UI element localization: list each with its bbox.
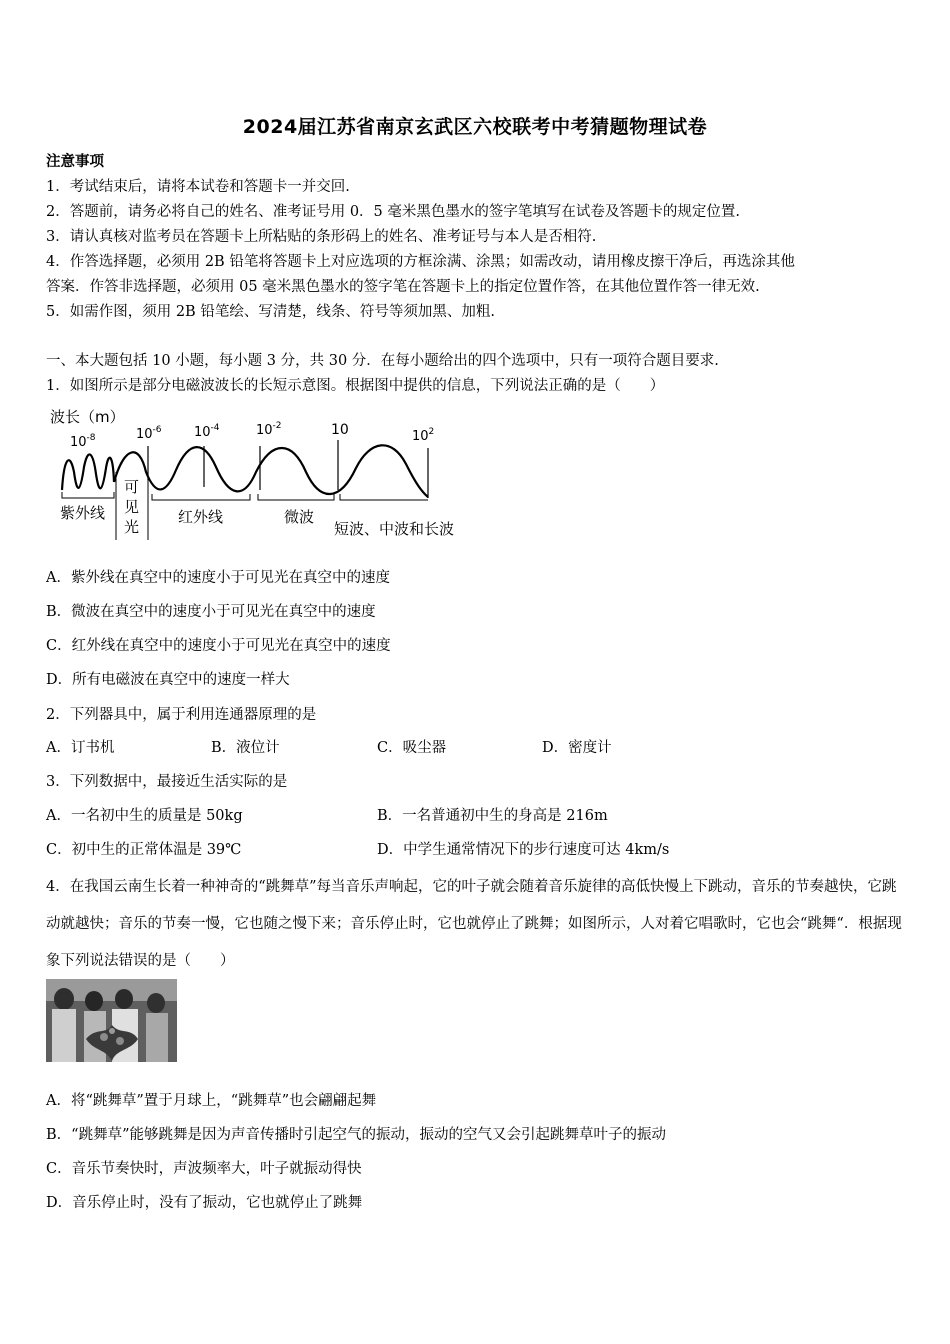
em-wave-figure xyxy=(44,402,484,547)
option: D．所有电磁波在真空中的速度一样大 xyxy=(46,672,290,688)
option: D．密度计 xyxy=(542,740,612,756)
option: B．微波在真空中的速度小于可见光在真空中的速度 xyxy=(46,604,376,620)
page-title: 2024届江苏省南京玄武区六校联考中考猜题物理试卷 xyxy=(242,116,708,138)
option: C．吸尘器 xyxy=(377,740,447,756)
option: D．音乐停止时，没有了振动，它也就停止了跳舞 xyxy=(46,1195,363,1211)
question-stem: 2．下列器具中，属于利用连通器原理的是 xyxy=(46,707,317,723)
band-visible: 可 xyxy=(124,478,140,496)
uv-wave xyxy=(62,454,114,490)
long-wave xyxy=(114,445,428,497)
band-uv: 紫外线 xyxy=(60,504,106,522)
option: A．将“跳舞草”置于月球上，“跳舞草”也会翩翩起舞 xyxy=(46,1093,377,1109)
question-stem: 4．在我国云南生长着一种神奇的“跳舞草”每当音乐声响起，它的叶子就会随着音乐旋律的高低快慢上下跳动，音乐的节奏越快，它跳动就越快；音乐的节奏一慢，它也随之慢下来；音乐停止时，它也就停止了跳舞；如图所示，人对着它唱歌时，它也会“跳舞“．根据现象下列说法错误的是（ ） xyxy=(46,879,902,969)
option: C．音乐节奏快时，声波频率大，叶子就振动得快 xyxy=(46,1161,362,1177)
notice-item: 3．请认真核对监考员在答题卡上所粘贴的条形码上的姓名、准考证号与本人是否相符. xyxy=(46,229,597,245)
tick-label: $10^{-4}$ xyxy=(194,423,220,440)
option: A．订书机 xyxy=(46,740,115,756)
dancing-grass-photo xyxy=(46,979,177,1062)
question-stem: 3．下列数据中，最接近生活实际的是 xyxy=(46,774,288,790)
tick-label: $10^2$ xyxy=(412,427,435,444)
tick-label: $10^{-8}$ xyxy=(70,433,96,450)
tick-label: 10 xyxy=(331,422,349,438)
tick-label: $10^{-2}$ xyxy=(256,421,282,438)
option: D．中学生通常情况下的步行速度可达 4km/s xyxy=(377,842,670,858)
section-heading: 一、本大题包括 10 小题，每小题 3 分，共 30 分．在每小题给出的四个选项中，只有一项符合题目要求. xyxy=(46,353,719,369)
notice-item: 1．考试结束后，请将本试卷和答题卡一并交回. xyxy=(46,179,350,195)
question-stem: 1．如图所示是部分电磁波波长的长短示意图。根据图中提供的信息，下列说法正确的是（ ） xyxy=(46,378,665,394)
notice-item: 4．作答选择题，必须用 2B 铅笔将答题卡上对应选项的方框涂满、涂黑；如需改动，请用橡皮擦干净后，再选涂其他 xyxy=(46,254,795,270)
notice-item: 2．答题前，请务必将自己的姓名、准考证号用 0．5 毫米黑色墨水的签字笔填写在试卷及答题卡的规定位置. xyxy=(46,204,740,220)
band-microwave: 微波 xyxy=(284,508,315,526)
option: A．一名初中生的质量是 50kg xyxy=(46,808,243,824)
option: A．紫外线在真空中的速度小于可见光在真空中的速度 xyxy=(46,570,390,586)
option: C．红外线在真空中的速度小于可见光在真空中的速度 xyxy=(46,638,391,654)
notice-heading: 注意事项 xyxy=(46,153,104,170)
axis-label: 波长（m） xyxy=(50,408,125,426)
option: B．“跳舞草”能够跳舞是因为声音传播时引起空气的振动，振动的空气又会引起跳舞草叶子的振动 xyxy=(46,1127,666,1143)
option: B．液位计 xyxy=(211,740,280,756)
notice-item: 答案．作答非选择题，必须用 05 毫米黑色墨水的签字笔在答题卡上的指定位置作答，在其他位置作答一律无效. xyxy=(46,279,760,295)
tick-label: $10^{-6}$ xyxy=(136,425,162,442)
band-infrared: 红外线 xyxy=(178,508,224,526)
option: C．初中生的正常体温是 39℃ xyxy=(46,842,242,858)
option: B．一名普通初中生的身高是 216m xyxy=(377,808,608,824)
band-radio: 短波、中波和长波 xyxy=(334,520,455,538)
notice-item: 5．如需作图，须用 2B 铅笔绘、写清楚，线条、符号等须加黑、加粗. xyxy=(46,304,495,320)
band-visible: 光 xyxy=(124,518,140,536)
band-visible: 见 xyxy=(124,498,140,516)
